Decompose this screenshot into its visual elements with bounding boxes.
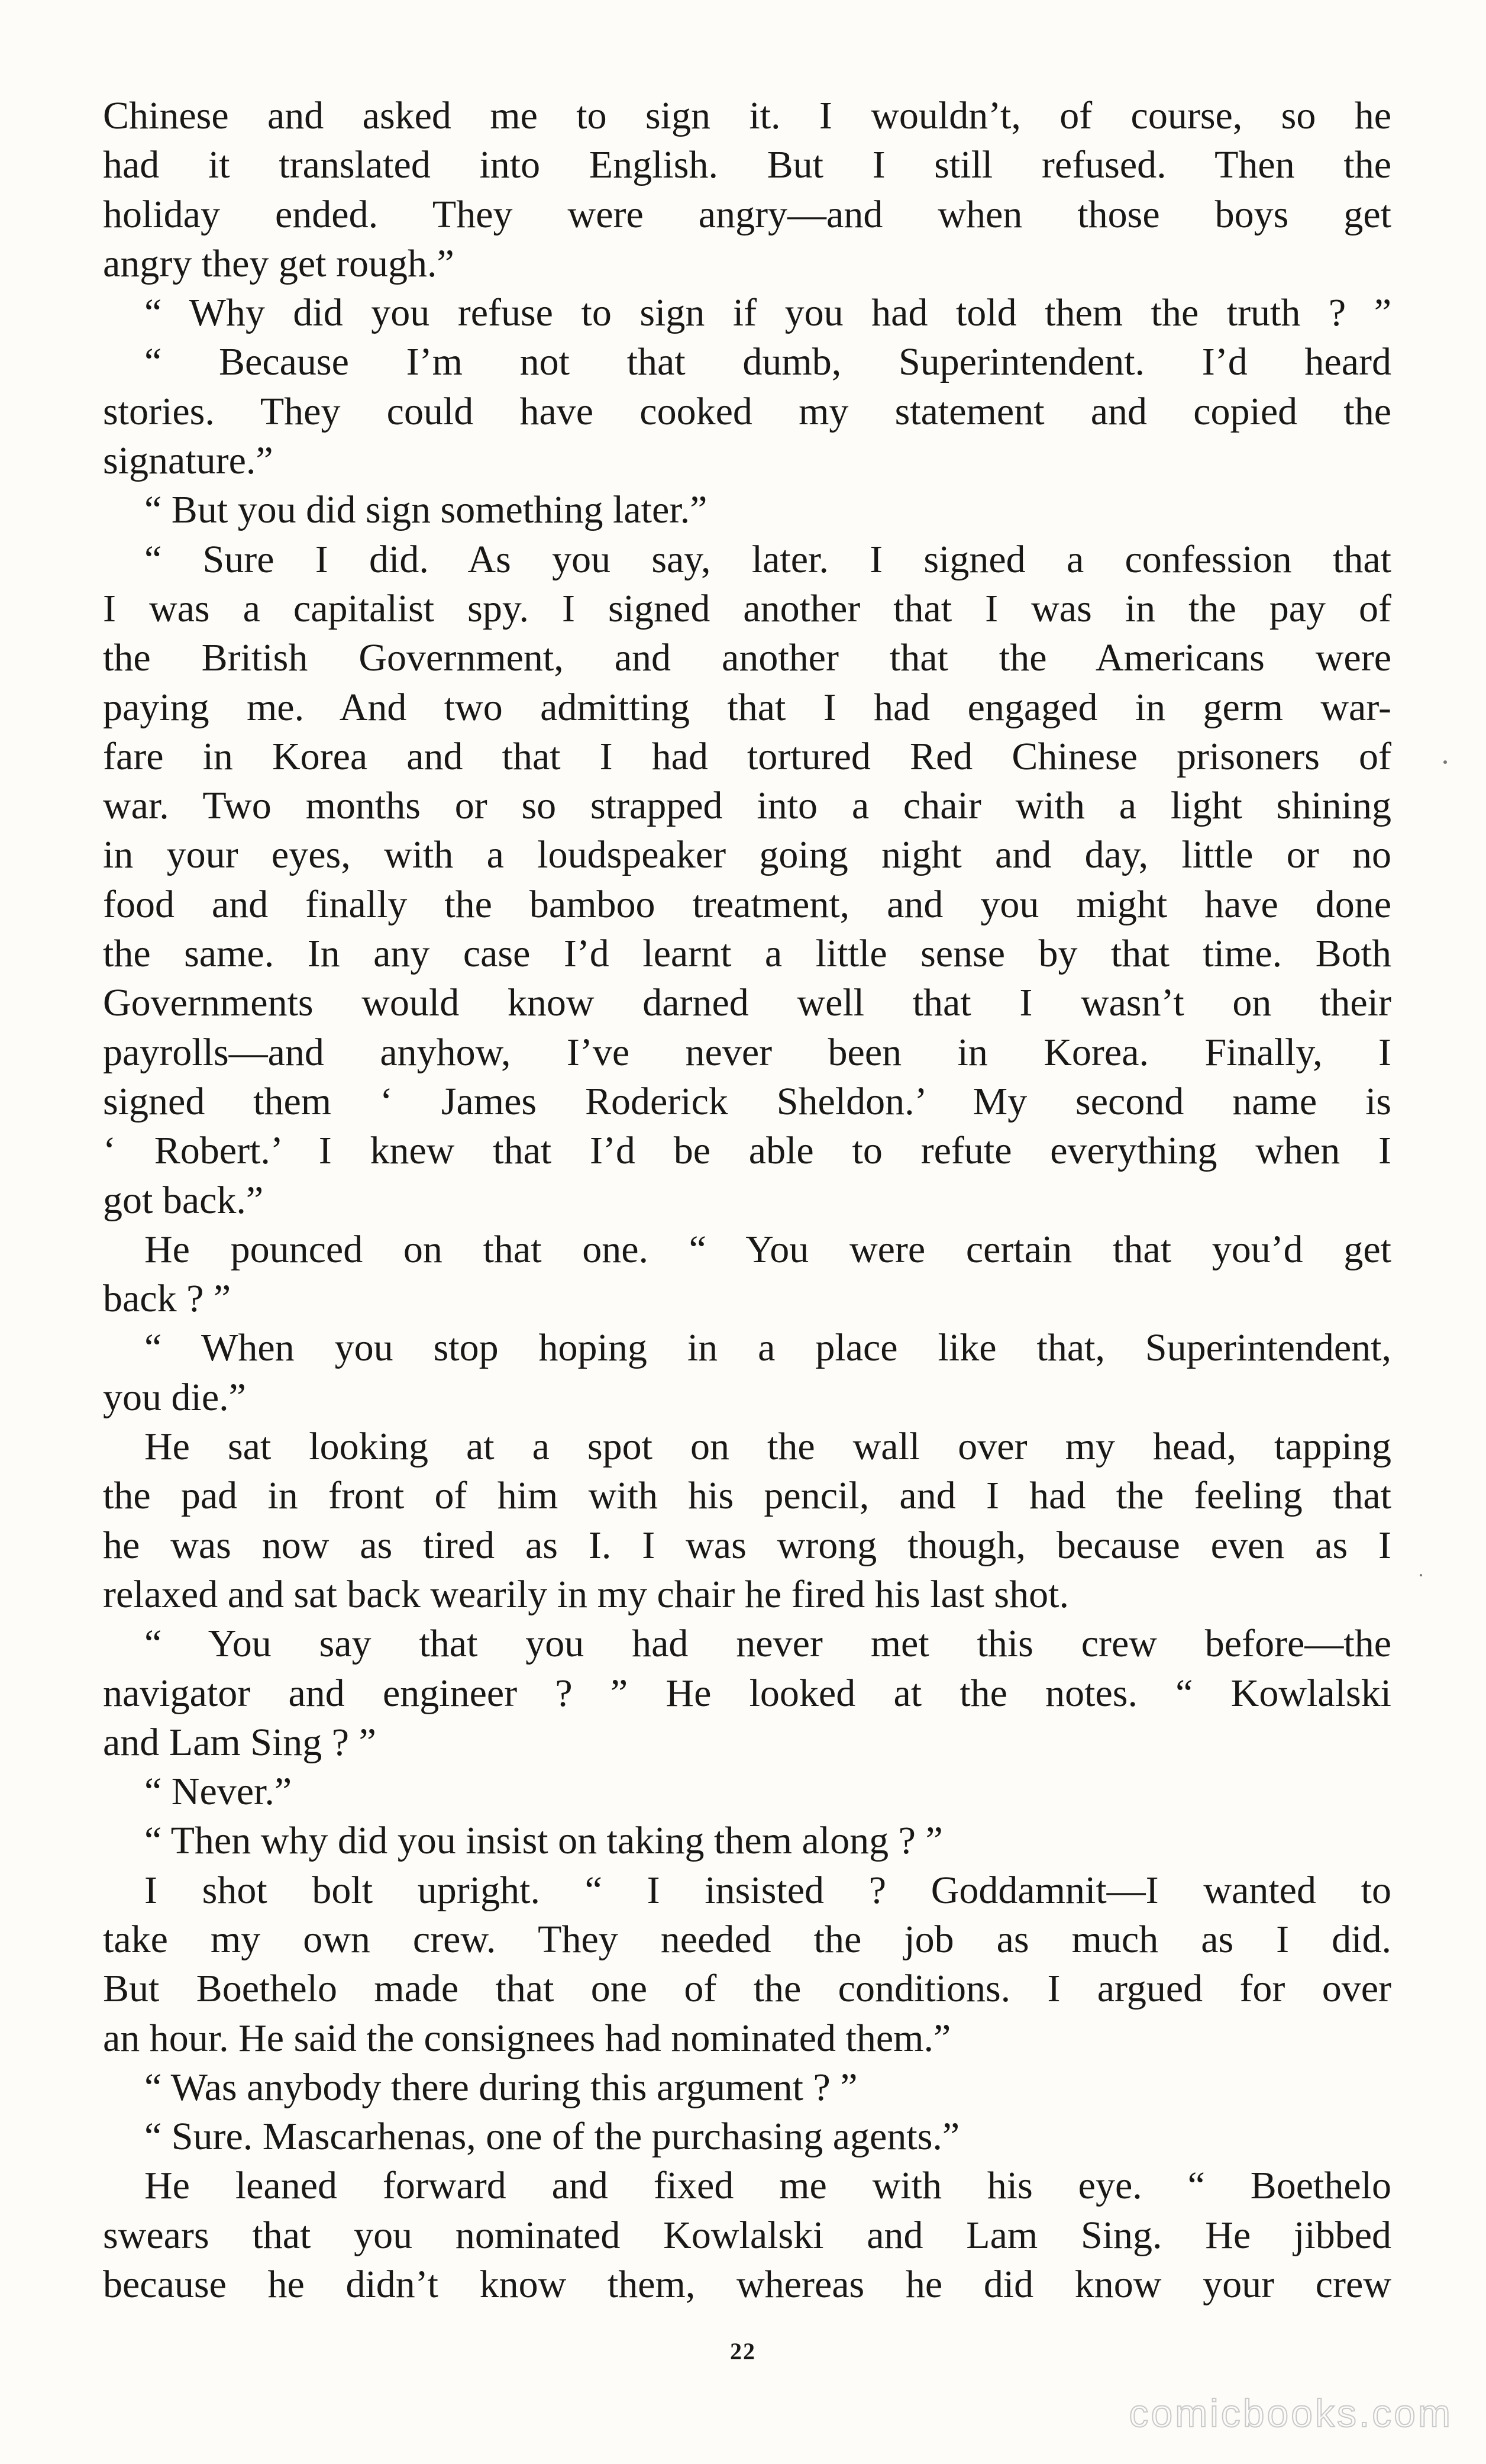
text-line: you die.” xyxy=(103,1375,246,1419)
text-line: “ Sure I did. As you say, later. I signed a confession that xyxy=(144,537,1391,581)
text-line: “ Why did you refuse to sign if you had told them the truth ? ” xyxy=(144,291,1391,335)
text-line: the pad in front of him with his pencil, and I had the feeling that xyxy=(103,1474,1391,1518)
text-line: navigator and engineer ? ” He looked at the notes. “ Kowlalski xyxy=(103,1671,1391,1715)
text-line: “ But you did sign something later.” xyxy=(144,488,708,532)
text-line: relaxed and sat back wearily in my chair he fired his last shot. xyxy=(103,1572,1069,1616)
text-line: Governments would know darned well that I wasn’t on their xyxy=(103,981,1391,1025)
text-line: paying me. And two admitting that I had engaged in germ war- xyxy=(103,685,1391,729)
text-line: got back.” xyxy=(103,1178,264,1222)
ink-speck xyxy=(1420,1574,1422,1576)
text-line: “ You say that you had never met this crew before—the xyxy=(144,1622,1391,1666)
text-line: signed them ‘ James Roderick Sheldon.’ My second name is xyxy=(103,1079,1391,1123)
text-line: back ? ” xyxy=(103,1277,231,1321)
body-text xyxy=(103,91,1391,2309)
text-line: ‘ Robert.’ I knew that I’d be able to refute everything when I xyxy=(103,1129,1391,1173)
text-line: and Lam Sing ? ” xyxy=(103,1720,376,1764)
text-line: fare in Korea and that I had tortured Red Chinese prisoners of xyxy=(103,734,1391,778)
text-line: “ Was anybody there during this argument ? ” xyxy=(144,2065,858,2109)
ink-speck xyxy=(1443,760,1447,764)
text-line: food and finally the bamboo treatment, and you might have done xyxy=(103,882,1391,926)
text-line: I was a capitalist spy. I signed another that I was in the pay of xyxy=(103,586,1391,630)
text-line: He sat looking at a spot on the wall over my head, tapping xyxy=(144,1425,1391,1469)
text-line: “ Sure. Mascarhenas, one of the purchasing agents.” xyxy=(144,2115,960,2159)
text-line: “ When you stop hoping in a place like that, Superintendent, xyxy=(144,1326,1391,1370)
text-line: angry they get rough.” xyxy=(103,241,454,285)
text-line: He leaned forward and fixed me with his eye. “ Boethelo xyxy=(144,2164,1391,2208)
text-line: But Boethelo made that one of the conditions. I argued for over xyxy=(103,1967,1391,2011)
text-line: had it translated into English. But I still refused. Then the xyxy=(103,143,1391,187)
page-number: 22 xyxy=(730,2338,756,2365)
text-line: war. Two months or so strapped into a chair with a light shining xyxy=(103,784,1391,828)
text-line: in your eyes, with a loudspeaker going night and day, little or no xyxy=(103,833,1391,877)
text-line: holiday ended. They were angry—and when those boys get xyxy=(103,192,1391,236)
text-line: because he didn’t know them, whereas he did know your crew xyxy=(103,2263,1391,2307)
text-line: “ Because I’m not that dumb, Superintendent. I’d heard xyxy=(144,340,1391,384)
text-line: an hour. He said the consignees had nominated them.” xyxy=(103,2016,951,2060)
text-line: he was now as tired as I. I was wrong though, because even as I xyxy=(103,1523,1391,1567)
text-line: the British Government, and another that the Americans were xyxy=(103,636,1391,680)
text-line: signature.” xyxy=(103,439,273,483)
text-line: I shot bolt upright. “ I insisted ? Goddamnit—I wanted to xyxy=(144,1868,1391,1912)
text-line: swears that you nominated Kowlalski and Lam Sing. He jibbed xyxy=(103,2213,1391,2257)
text-line: the same. In any case I’d learnt a little sense by that time. Both xyxy=(103,932,1391,976)
text-line: He pounced on that one. “ You were certain that you’d get xyxy=(144,1227,1391,1271)
watermark: comicbooks.com xyxy=(1129,2391,1453,2435)
text-line: “ Then why did you insist on taking them along ? ” xyxy=(144,1819,943,1863)
text-line: “ Never.” xyxy=(144,1770,292,1814)
text-line: stories. They could have cooked my statement and copied the xyxy=(103,389,1391,433)
text-line: take my own crew. They needed the job as much as I did. xyxy=(103,1917,1391,1961)
text-line: payrolls—and anyhow, I’ve never been in Korea. Finally, I xyxy=(103,1030,1391,1074)
text-line: Chinese and asked me to sign it. I wouldn’t, of course, so he xyxy=(103,94,1391,137)
